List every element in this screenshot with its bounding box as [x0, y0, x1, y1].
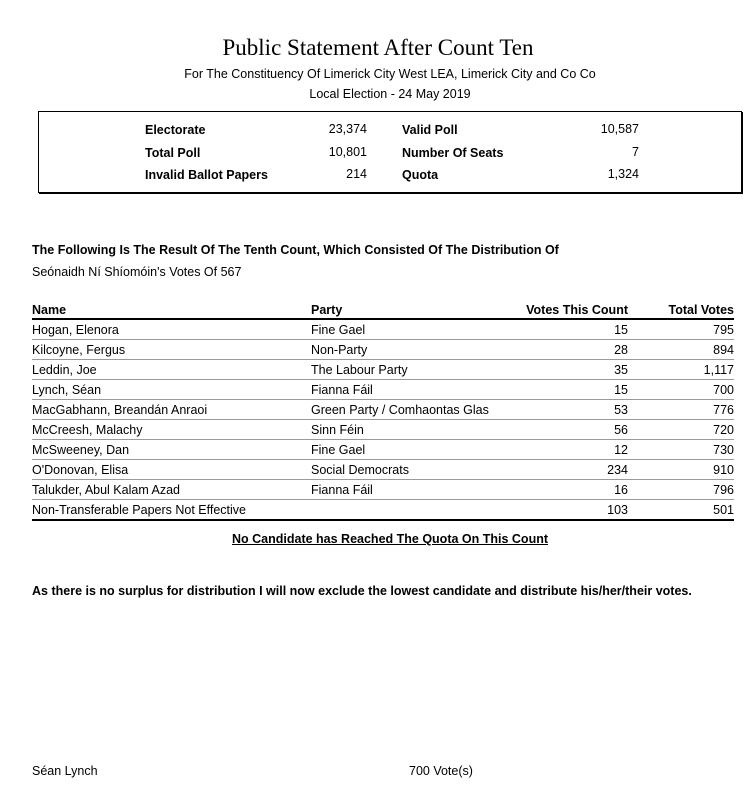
candidate-party: Non-Party: [311, 340, 498, 360]
candidate-party: Social Democrats: [311, 460, 498, 480]
candidate-name: Hogan, Elenora: [32, 319, 311, 340]
candidate-party: Fine Gael: [311, 440, 498, 460]
election-line: Local Election - 24 May 2019: [309, 87, 471, 101]
candidate-party: Green Party / Comhaontas Glas: [311, 400, 498, 420]
distribution-subheading: Seónaidh Ní Shíomóin's Votes Of 567: [32, 265, 242, 279]
constituency-line: For The Constituency Of Limerick City West LEA, Limerick City and Co Co: [184, 67, 596, 81]
valid-poll-label: Valid Poll: [402, 123, 458, 137]
votes-this-count: 16: [498, 480, 628, 500]
candidate-name: McCreesh, Malachy: [32, 420, 311, 440]
candidate-name: O'Donovan, Elisa: [32, 460, 311, 480]
surplus-message: As there is no surplus for distribution I will now exclude the lowest candidate and distribute his/her/their votes.: [32, 584, 692, 598]
electorate-label: Electorate: [145, 123, 206, 137]
candidate-name: McSweeney, Dan: [32, 440, 311, 460]
votes-this-count: 15: [498, 319, 628, 340]
candidate-name: Non-Transferable Papers Not Effective: [32, 500, 311, 521]
number-of-seats-label: Number Of Seats: [402, 146, 504, 160]
votes-this-count: 53: [498, 400, 628, 420]
results-table: [32, 300, 734, 521]
table-row: [32, 420, 734, 440]
electorate-value: 23,374: [328, 122, 367, 136]
invalid-ballots-value: 214: [346, 167, 367, 181]
total-votes: 700: [628, 380, 734, 400]
votes-this-count: 15: [498, 380, 628, 400]
column-header-total-votes: Total Votes: [628, 300, 734, 319]
votes-this-count: 28: [498, 340, 628, 360]
total-votes: 776: [628, 400, 734, 420]
candidate-party: [311, 500, 498, 521]
quota-value: 1,324: [607, 167, 639, 181]
total-poll-label: Total Poll: [145, 146, 201, 160]
votes-this-count: 12: [498, 440, 628, 460]
table-row: [32, 480, 734, 500]
number-of-seats-value: 7: [632, 145, 639, 159]
column-header-votes-this-count: Votes This Count: [498, 300, 628, 319]
candidate-party: Fine Gael: [311, 319, 498, 340]
total-poll-value: 10,801: [328, 145, 367, 159]
total-votes: 910: [628, 460, 734, 480]
results-header-row: [32, 300, 734, 319]
candidate-party: The Labour Party: [311, 360, 498, 380]
column-header-name: Name: [32, 300, 311, 319]
total-votes: 1,117: [628, 360, 734, 380]
summary-box: [38, 111, 742, 193]
distribution-heading: The Following Is The Result Of The Tenth Count, Which Consisted Of The Distribution Of: [32, 243, 559, 257]
table-row: [32, 319, 734, 340]
candidate-name: MacGabhann, Breandán Anraoi: [32, 400, 311, 420]
candidate-party: Fianna Fáil: [311, 380, 498, 400]
total-votes: 730: [628, 440, 734, 460]
document-title: Public Statement After Count Ten: [222, 35, 534, 60]
table-row: [32, 360, 734, 380]
table-row: [32, 400, 734, 420]
candidate-name: Lynch, Séan: [32, 380, 311, 400]
total-votes: 894: [628, 340, 734, 360]
table-row: [32, 340, 734, 360]
total-votes: 720: [628, 420, 734, 440]
total-votes: 501: [628, 500, 734, 521]
total-votes: 796: [628, 480, 734, 500]
candidate-name: Leddin, Joe: [32, 360, 311, 380]
candidate-party: Fianna Fáil: [311, 480, 498, 500]
candidate-name: Talukder, Abul Kalam Azad: [32, 480, 311, 500]
valid-poll-value: 10,587: [600, 122, 639, 136]
total-votes: 795: [628, 319, 734, 340]
candidate-party: Sinn Féin: [311, 420, 498, 440]
table-row: [32, 380, 734, 400]
lowest-candidate-votes: 700 Vote(s): [409, 764, 473, 778]
quota-status-message: No Candidate has Reached The Quota On This Count: [232, 532, 548, 546]
invalid-ballots-label: Invalid Ballot Papers: [145, 168, 268, 182]
votes-this-count: 103: [498, 500, 628, 521]
votes-this-count: 234: [498, 460, 628, 480]
candidate-name: Kilcoyne, Fergus: [32, 340, 311, 360]
lowest-candidate-name: Séan Lynch: [32, 764, 98, 778]
column-header-party: Party: [311, 300, 498, 319]
table-row: [32, 460, 734, 480]
votes-this-count: 56: [498, 420, 628, 440]
table-row: [32, 440, 734, 460]
votes-this-count: 35: [498, 360, 628, 380]
quota-label: Quota: [402, 168, 439, 182]
table-row-non-transferable: [32, 500, 734, 521]
